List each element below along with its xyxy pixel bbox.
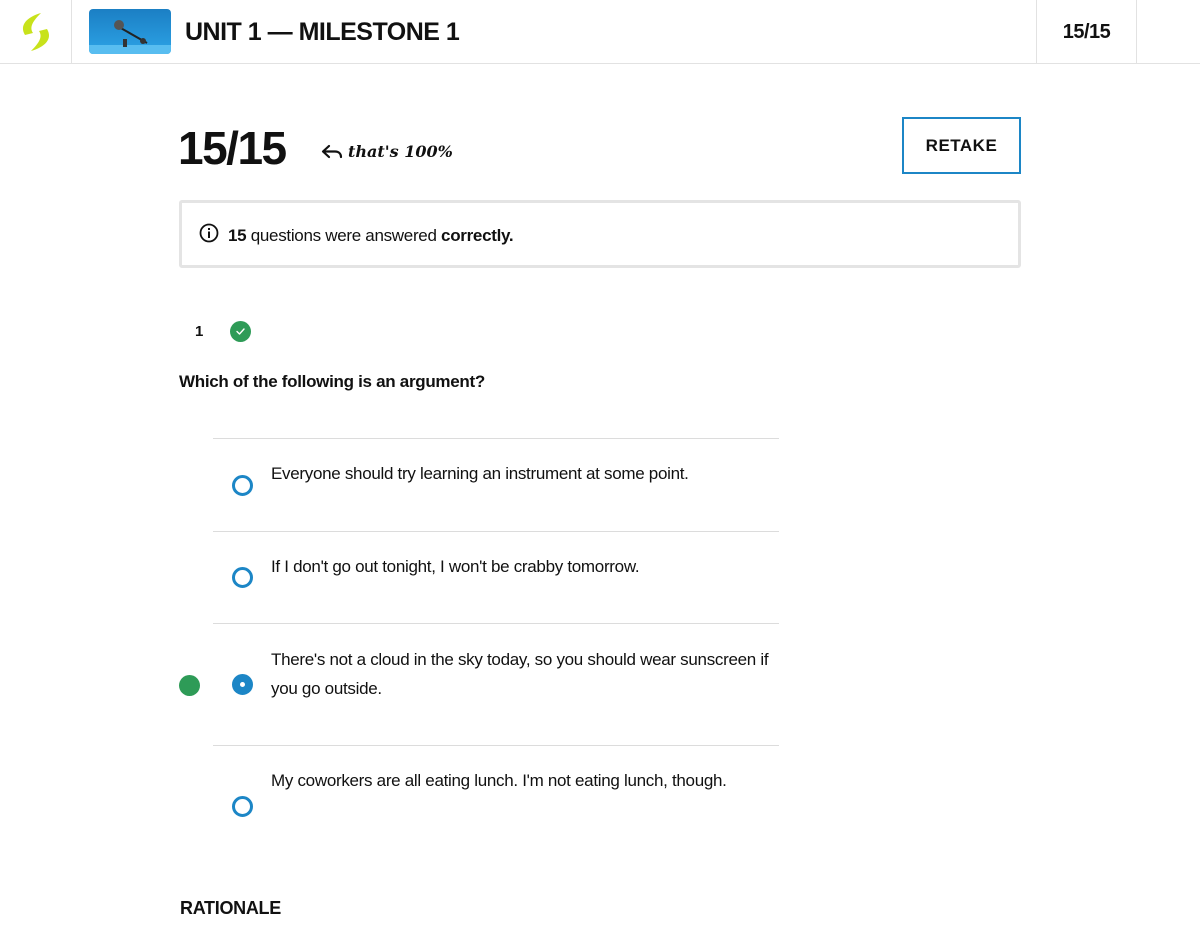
answer-choice[interactable]: [213, 439, 779, 531]
header-score: [1036, 0, 1137, 64]
result-score: 15/15: [178, 122, 286, 174]
answer-choice-text: If I don't go out tonight, I won't be crabby tomorrow.: [271, 557, 640, 576]
result-info-text: [228, 226, 513, 246]
result-info-box: [179, 200, 1021, 268]
rationale-heading: RATIONALE: [180, 898, 281, 918]
question-prompt: Which of the following is an argument?: [179, 372, 485, 391]
check-icon: [236, 328, 245, 335]
curved-arrow-icon: [320, 143, 344, 161]
answer-choice[interactable]: [213, 532, 779, 623]
course-thumbnail: [89, 9, 171, 54]
answer-choice[interactable]: [213, 746, 779, 836]
header-score-text: 15/15: [1062, 21, 1111, 43]
answer-choice-text: There's not a cloud in the sky today, so you should wear sunscreen if you go outside.: [271, 650, 769, 698]
radio-button[interactable]: [232, 796, 253, 817]
info-emphasis: correctly.: [441, 226, 514, 245]
question-number: 1: [195, 323, 204, 340]
radio-button[interactable]: [232, 475, 253, 496]
retake-button[interactable]: RETAKE: [902, 117, 1021, 174]
brand-logo-icon: [19, 11, 53, 53]
info-icon: [199, 223, 219, 243]
logo[interactable]: [0, 0, 72, 64]
course-title: UNIT 1 — MILESTONE 1: [185, 18, 460, 46]
correct-answer-marker: [179, 675, 200, 696]
question-status-badge: [230, 321, 251, 342]
info-middle-text: questions were answered: [246, 226, 442, 245]
top-bar: [0, 0, 1200, 64]
answer-choice-text: My coworkers are all eating lunch. I'm not eating lunch, though.: [271, 771, 727, 790]
answer-choice-selected[interactable]: [213, 624, 779, 745]
answer-choice-text: Everyone should try learning an instrument at some point.: [271, 464, 689, 483]
score-hint-text: that's 100%: [348, 142, 453, 161]
radio-button-selected[interactable]: [232, 674, 253, 695]
correct-count: 15: [228, 226, 247, 245]
score-hint: [320, 142, 453, 161]
radio-button[interactable]: [232, 567, 253, 588]
